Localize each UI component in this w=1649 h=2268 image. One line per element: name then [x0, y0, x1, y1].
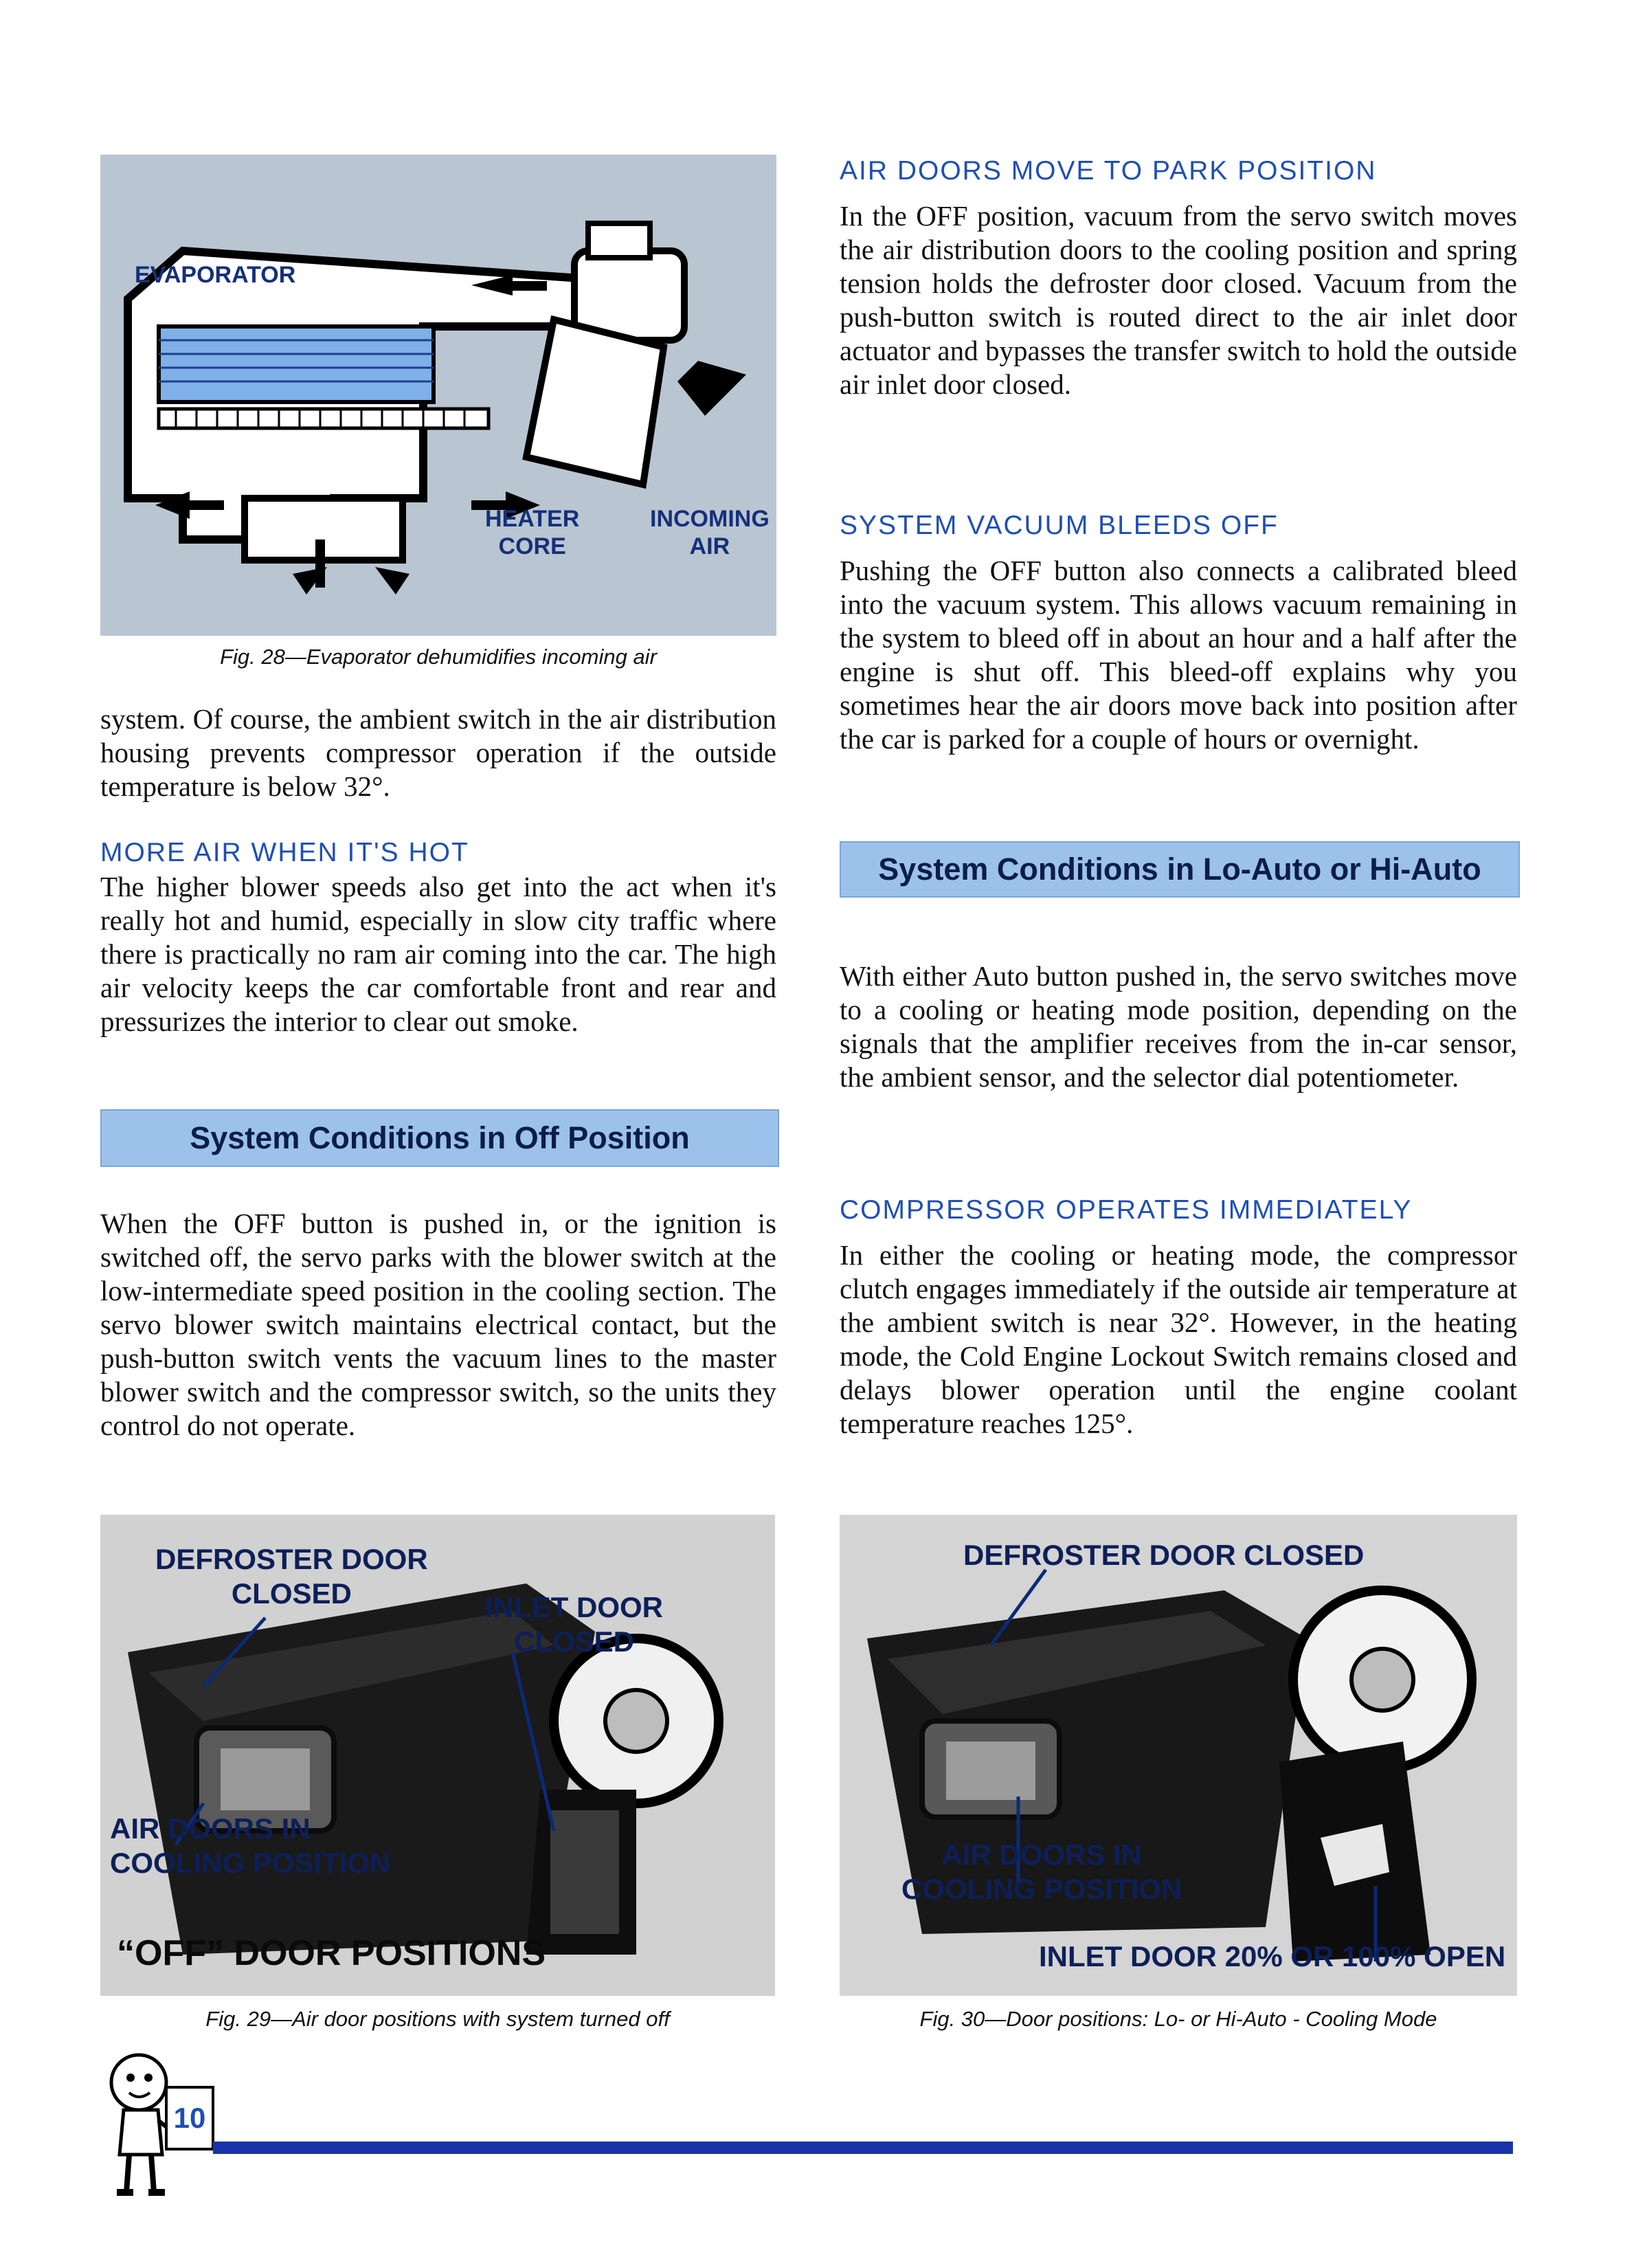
- mascot-figure: [96, 2045, 213, 2203]
- page-number: 10: [173, 2102, 206, 2134]
- fig29-air-doors-label: AIR DOORS IN COOLING POSITION: [110, 1812, 391, 1879]
- fig29-defroster-label: DEFROSTER DOOR CLOSED: [155, 1543, 428, 1610]
- evaporator-label: EVAPORATOR: [135, 262, 296, 288]
- fig30-air-doors-label: AIR DOORS IN COOLING POSITION: [901, 1838, 1182, 1905]
- continuation-paragraph: system. Of course, the ambient switch in the air distribution housing prevents compressor operation if the outside temperature is below 32°.: [100, 703, 776, 802]
- footer-rule: [213, 2142, 1513, 2154]
- off-position-paragraph: When the OFF button is pushed in, or the ignition is switched off, the servo parks with the blower switch at the low-intermediate speed position in the cooling section. The servo blower switch maintains electrical contact, but the push-button switch vents the vacuum lines to the master blower switch and the compressor switch, so the units they control do not operate.: [100, 1208, 776, 1441]
- vacuum-bleed-heading: SYSTEM VACUUM BLEEDS OFF: [840, 511, 1279, 540]
- more-air-heading: MORE AIR WHEN IT'S HOT: [100, 838, 469, 867]
- vacuum-bleed-paragraph: Pushing the OFF button also connects a calibrated bleed into the vacuum system. This allows vacuum remaining in the system to bleed off in about an hour and a half after the engine is shut off. This bleed-off explains why you sometimes hear the air doors move back into position after the car is parked for a couple of hours or overnight.: [840, 555, 1517, 755]
- evaporator-diagram-art: [100, 155, 776, 636]
- fig28-diagram: [100, 155, 776, 636]
- off-position-banner: [100, 1109, 779, 1167]
- auto-mode-paragraph: With either Auto button pushed in, the servo switches move to a cooling or heating mode position, depending on the signals that the amplifier receives from the in-car sensor, the ambient sensor, and the selector dial potentiometer.: [840, 960, 1517, 1093]
- fig29-photo: [100, 1515, 775, 1996]
- heater-assembly-auto-photo-art: [840, 1515, 1517, 1996]
- page-number-box: [165, 2086, 214, 2150]
- auto-mode-banner-text: System Conditions in Lo-Auto or Hi-Auto: [878, 852, 1481, 887]
- fig30-caption: Fig. 30—Door positions: Lo- or Hi-Auto - Cooling Mode: [919, 2007, 1437, 2031]
- fig30-photo: [840, 1515, 1517, 1996]
- fig29-inlet-label: INLET DOOR CLOSED: [485, 1591, 663, 1658]
- off-position-banner-text: System Conditions in Off Position: [190, 1120, 690, 1155]
- heater-core-label: HEATER CORE: [485, 506, 580, 559]
- fig29-off-label: “OFF” DOOR POSITIONS: [117, 1933, 546, 1973]
- compressor-heading: COMPRESSOR OPERATES IMMEDIATELY: [840, 1195, 1413, 1225]
- fig28-caption: Fig. 28—Evaporator dehumidifies incoming air: [220, 645, 657, 669]
- auto-mode-banner: [840, 841, 1520, 898]
- fig30-inlet-label: INLET DOOR 20% OR 100% OPEN: [1039, 1940, 1506, 1972]
- fig30-defroster-label: DEFROSTER DOOR CLOSED: [963, 1539, 1365, 1571]
- more-air-paragraph: The higher blower speeds also get into the act when it's really hot and humid, especially in slow city traffic where there is practically no ram air coming into the car. The high air velocity keeps the car comfortable front and rear and pressurizes the interior to clear out smoke.: [100, 871, 776, 1037]
- park-position-paragraph: In the OFF position, vacuum from the servo switch moves the air distribution doors to the cooling position and spring tension holds the defroster door closed. Vacuum from the push-button switch is routed direct to the air inlet door actuator and bypasses the transfer switch to hold the outside air inlet door closed.: [840, 200, 1517, 400]
- compressor-paragraph: In either the cooling or heating mode, the compressor clutch engages immediately if the outside air temperature at the ambient switch is near 32°. However, in the heating mode, the Cold Engine Lockout Switch remains closed and delays blower operation until the engine coolant temperature reaches 125°.: [840, 1239, 1517, 1439]
- fig29-caption: Fig. 29—Air door positions with system turned off: [205, 2007, 670, 2031]
- incoming-air-label: INCOMING AIR: [650, 506, 770, 559]
- park-position-heading: AIR DOORS MOVE TO PARK POSITION: [840, 156, 1377, 186]
